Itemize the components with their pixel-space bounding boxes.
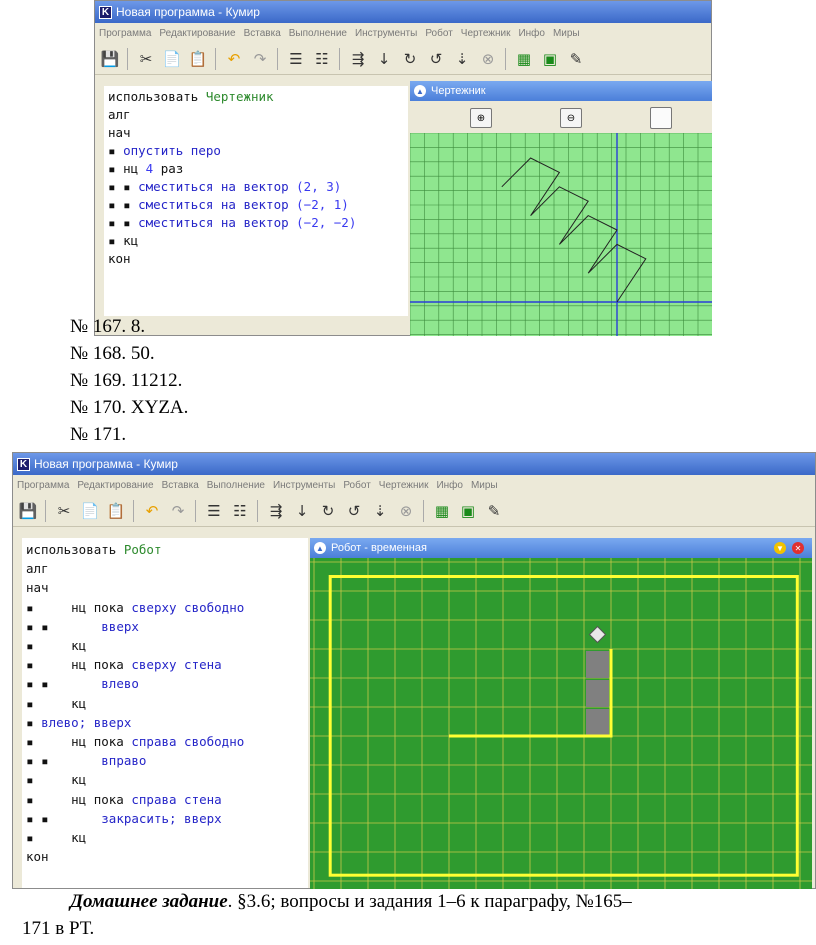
outdent-icon[interactable]: ☷: [233, 501, 247, 520]
code-token: Робот: [123, 542, 162, 557]
grid-icon[interactable]: ▦: [516, 49, 532, 68]
code-token: использовать: [108, 89, 206, 104]
zoom-out-button[interactable]: ⊖: [560, 108, 582, 128]
paste-icon[interactable]: 📋: [188, 49, 208, 68]
paste-icon[interactable]: 📋: [106, 501, 126, 520]
robot-titlebar: [310, 538, 812, 558]
toolbar-separator: [133, 500, 135, 522]
code-line[interactable]: [26, 751, 304, 770]
step-out-icon[interactable]: ↺: [429, 49, 443, 68]
answer-170: № 170. XYZA.: [70, 397, 189, 418]
code-token: нц пока: [71, 791, 132, 807]
indent-marker: ▪: [108, 161, 124, 176]
menu-insert[interactable]: Вставка: [243, 27, 281, 39]
drawer-toolbar: [410, 101, 712, 133]
robot-window: [310, 538, 812, 889]
painted-cell: [586, 680, 609, 707]
homework-text-line2: 171 в РТ.: [22, 918, 95, 939]
undo-icon[interactable]: ↶: [227, 49, 241, 68]
frame-icon[interactable]: ▣: [542, 49, 558, 68]
menu-bar: [13, 475, 815, 495]
code-line[interactable]: [26, 578, 304, 597]
cut-icon[interactable]: ✂: [139, 49, 153, 68]
answer-167: № 167. 8.: [70, 316, 146, 337]
pencil-icon[interactable]: ✎: [487, 501, 501, 520]
code-token: кон: [108, 251, 131, 266]
code-token: сверху стена: [131, 657, 222, 673]
indent-marker: ▪: [26, 772, 72, 788]
answer-168: № 168. 50.: [70, 343, 155, 364]
frame-icon[interactable]: ▣: [460, 501, 476, 520]
indent-marker: ▪ ▪: [26, 753, 102, 769]
code-token: вправо: [101, 753, 147, 769]
indent-icon[interactable]: ☰: [289, 49, 303, 68]
code-token: сместиться на вектор: [138, 215, 297, 230]
code-token: сверху свободно: [131, 599, 245, 615]
code-token: справа стена: [131, 791, 222, 807]
stop-icon[interactable]: ⊗: [399, 501, 413, 520]
kumir-app-icon: K: [99, 6, 112, 19]
answer-169: № 169. 11212.: [70, 370, 183, 391]
code-line[interactable]: [108, 106, 404, 124]
menu-run[interactable]: Выполнение: [206, 479, 265, 491]
indent-marker: ▪: [26, 638, 72, 654]
code-editor[interactable]: [22, 538, 308, 888]
stop-icon[interactable]: ⊗: [481, 49, 495, 68]
minimize-icon[interactable]: ▼: [774, 542, 786, 554]
code-line[interactable]: [26, 770, 304, 789]
window-titlebar: [13, 453, 815, 475]
code-token: влево; вверх: [41, 714, 132, 730]
code-token: кц: [71, 772, 87, 788]
toolbar-separator: [215, 48, 217, 70]
code-token: вверх: [101, 618, 139, 634]
code-token: кон: [26, 849, 49, 865]
menu-robot[interactable]: Робот: [343, 479, 371, 491]
code-line[interactable]: [26, 598, 304, 617]
menu-drawer[interactable]: Чертежник: [378, 479, 429, 491]
code-token: использовать: [26, 542, 124, 557]
save-icon[interactable]: 💾: [100, 49, 120, 68]
menu-edit[interactable]: Редактирование: [77, 479, 154, 491]
indent-marker: ▪: [26, 599, 72, 615]
answer-171: № 171.: [70, 424, 127, 445]
undo-icon[interactable]: ↶: [145, 501, 159, 520]
code-line[interactable]: [108, 250, 404, 268]
code-line[interactable]: [26, 732, 304, 751]
indent-marker: ▪ ▪: [26, 676, 102, 692]
indent-marker: ▪: [108, 143, 124, 158]
toolbar-separator: [45, 500, 47, 522]
step-over-icon[interactable]: ↻: [321, 501, 335, 520]
code-token: нц пока: [71, 599, 132, 615]
code-line[interactable]: [26, 674, 304, 693]
indent-marker: ▪: [26, 791, 72, 807]
cut-icon[interactable]: ✂: [57, 501, 71, 520]
code-token: Чертежник: [205, 89, 274, 104]
code-token: алг: [26, 561, 49, 577]
code-token: (−2, −2): [296, 215, 357, 230]
robot-title: Робот - временная: [331, 542, 427, 554]
field-background: [310, 558, 812, 889]
toolbar-separator: [257, 500, 259, 522]
code-line[interactable]: [26, 790, 304, 809]
drawer-canvas: [410, 133, 712, 336]
outdent-icon[interactable]: ☷: [315, 49, 329, 68]
toolbar-separator: [423, 500, 425, 522]
indent-marker: ▪: [108, 233, 124, 248]
grid-icon[interactable]: ▦: [434, 501, 450, 520]
indent-marker: ▪: [26, 657, 72, 673]
menu-tools[interactable]: Инструменты: [272, 479, 336, 491]
homework-text-line1: . §3.6; вопросы и задания 1–6 к параграфу, №165–: [227, 891, 632, 912]
copy-icon[interactable]: 📄: [80, 501, 100, 520]
code-token: нач: [108, 125, 131, 140]
code-line[interactable]: [108, 124, 404, 142]
indent-marker: ▪ ▪: [108, 179, 139, 194]
toolbar-separator: [505, 48, 507, 70]
menu-info[interactable]: Инфо: [436, 479, 463, 491]
indent-marker: ▪ ▪: [108, 215, 139, 230]
step-back-icon[interactable]: ⇣: [455, 49, 469, 68]
indent-marker: ▪: [26, 714, 42, 730]
code-line[interactable]: [108, 142, 404, 160]
code-line[interactable]: [108, 178, 404, 196]
code-line[interactable]: [26, 559, 304, 578]
code-token: (−2, 1): [296, 197, 349, 212]
redo-icon[interactable]: ↷: [253, 49, 267, 68]
menu-worlds[interactable]: Миры: [470, 479, 498, 491]
code-token: нач: [26, 580, 49, 596]
menu-bar: [95, 23, 711, 43]
code-line[interactable]: [26, 847, 304, 866]
code-line[interactable]: [26, 694, 304, 713]
window-title: Новая программа - Кумир: [116, 5, 260, 19]
menu-run[interactable]: Выполнение: [288, 27, 347, 39]
indent-marker: ▪ ▪: [26, 618, 102, 634]
run-icon[interactable]: ⇶: [269, 501, 283, 520]
code-token: нц пока: [71, 657, 132, 673]
code-token: кц: [71, 695, 87, 711]
indent-icon[interactable]: ☰: [207, 501, 221, 520]
toolbar-separator: [127, 48, 129, 70]
homework-paragraph: [70, 891, 810, 913]
robot-field: [310, 558, 812, 889]
code-token: опустить перо: [123, 143, 221, 158]
code-line[interactable]: [26, 636, 304, 655]
copy-icon[interactable]: 📄: [162, 49, 182, 68]
menu-program[interactable]: Программа: [99, 27, 152, 39]
code-line[interactable]: [108, 160, 404, 178]
kumir-app-icon: K: [17, 458, 30, 471]
menu-tools[interactable]: Инструменты: [354, 27, 418, 39]
indent-marker: ▪ ▪: [26, 810, 102, 826]
menu-edit[interactable]: Редактирование: [159, 27, 236, 39]
drawer-titlebar: [410, 81, 712, 101]
window-titlebar: [95, 1, 711, 23]
step-back-icon[interactable]: ⇣: [373, 501, 387, 520]
indent-marker: ▪ ▪: [108, 197, 139, 212]
close-icon[interactable]: ✕: [792, 542, 804, 554]
code-token: нц пока: [71, 734, 132, 750]
painted-cell: [586, 651, 609, 678]
pencil-icon[interactable]: ✎: [569, 49, 583, 68]
code-line[interactable]: [108, 214, 404, 232]
painted-cell: [586, 709, 609, 736]
code-line[interactable]: [108, 196, 404, 214]
redo-icon[interactable]: ↷: [171, 501, 185, 520]
code-line[interactable]: [108, 232, 404, 250]
code-token: влево: [101, 676, 139, 692]
code-token: кц: [123, 233, 139, 248]
code-token: раз: [153, 161, 184, 176]
code-token: кц: [71, 830, 87, 846]
code-token: закрасить; вверх: [101, 810, 222, 826]
code-token: (2, 3): [296, 179, 342, 194]
code-token: алг: [108, 107, 131, 122]
code-line[interactable]: [26, 540, 304, 559]
fit-button[interactable]: [650, 107, 672, 129]
step-icon[interactable]: ↓: [295, 501, 309, 520]
code-line[interactable]: [26, 617, 304, 636]
collapse-icon[interactable]: ▲: [314, 542, 326, 554]
step-out-icon[interactable]: ↺: [347, 501, 361, 520]
menu-insert[interactable]: Вставка: [161, 479, 199, 491]
code-token: сместиться на вектор: [138, 197, 297, 212]
window-title: Новая программа - Кумир: [34, 457, 178, 471]
collapse-icon[interactable]: ▲: [414, 85, 426, 97]
toolbar-separator: [339, 48, 341, 70]
code-token: нц: [123, 161, 146, 176]
run-icon[interactable]: ⇶: [351, 49, 365, 68]
code-line[interactable]: [26, 655, 304, 674]
code-line[interactable]: [26, 713, 304, 732]
homework-label: Домашнее задание: [70, 891, 228, 912]
menu-program[interactable]: Программа: [17, 479, 70, 491]
toolbar-separator: [277, 48, 279, 70]
code-line[interactable]: [26, 828, 304, 847]
indent-marker: ▪: [26, 734, 72, 750]
save-icon[interactable]: 💾: [18, 501, 38, 520]
code-token: сместиться на вектор: [138, 179, 297, 194]
indent-marker: ▪: [26, 695, 72, 711]
toolbar: [95, 43, 711, 75]
code-token: кц: [71, 638, 87, 654]
code-line[interactable]: [108, 88, 404, 106]
step-over-icon[interactable]: ↻: [403, 49, 417, 68]
menu-robot[interactable]: Робот: [425, 27, 453, 39]
step-icon[interactable]: ↓: [377, 49, 391, 68]
indent-marker: ▪: [26, 830, 72, 846]
code-line[interactable]: [26, 809, 304, 828]
drawer-window: [410, 81, 712, 336]
menu-drawer[interactable]: Чертежник: [460, 27, 511, 39]
drawer-title: Чертежник: [431, 85, 486, 97]
code-editor[interactable]: [104, 86, 408, 316]
menu-worlds[interactable]: Миры: [552, 27, 580, 39]
code-token: справа свободно: [131, 734, 245, 750]
menu-info[interactable]: Инфо: [518, 27, 545, 39]
zoom-in-button[interactable]: ⊕: [470, 108, 492, 128]
code-token: 4: [145, 161, 154, 176]
toolbar: [13, 495, 815, 527]
toolbar-separator: [195, 500, 197, 522]
